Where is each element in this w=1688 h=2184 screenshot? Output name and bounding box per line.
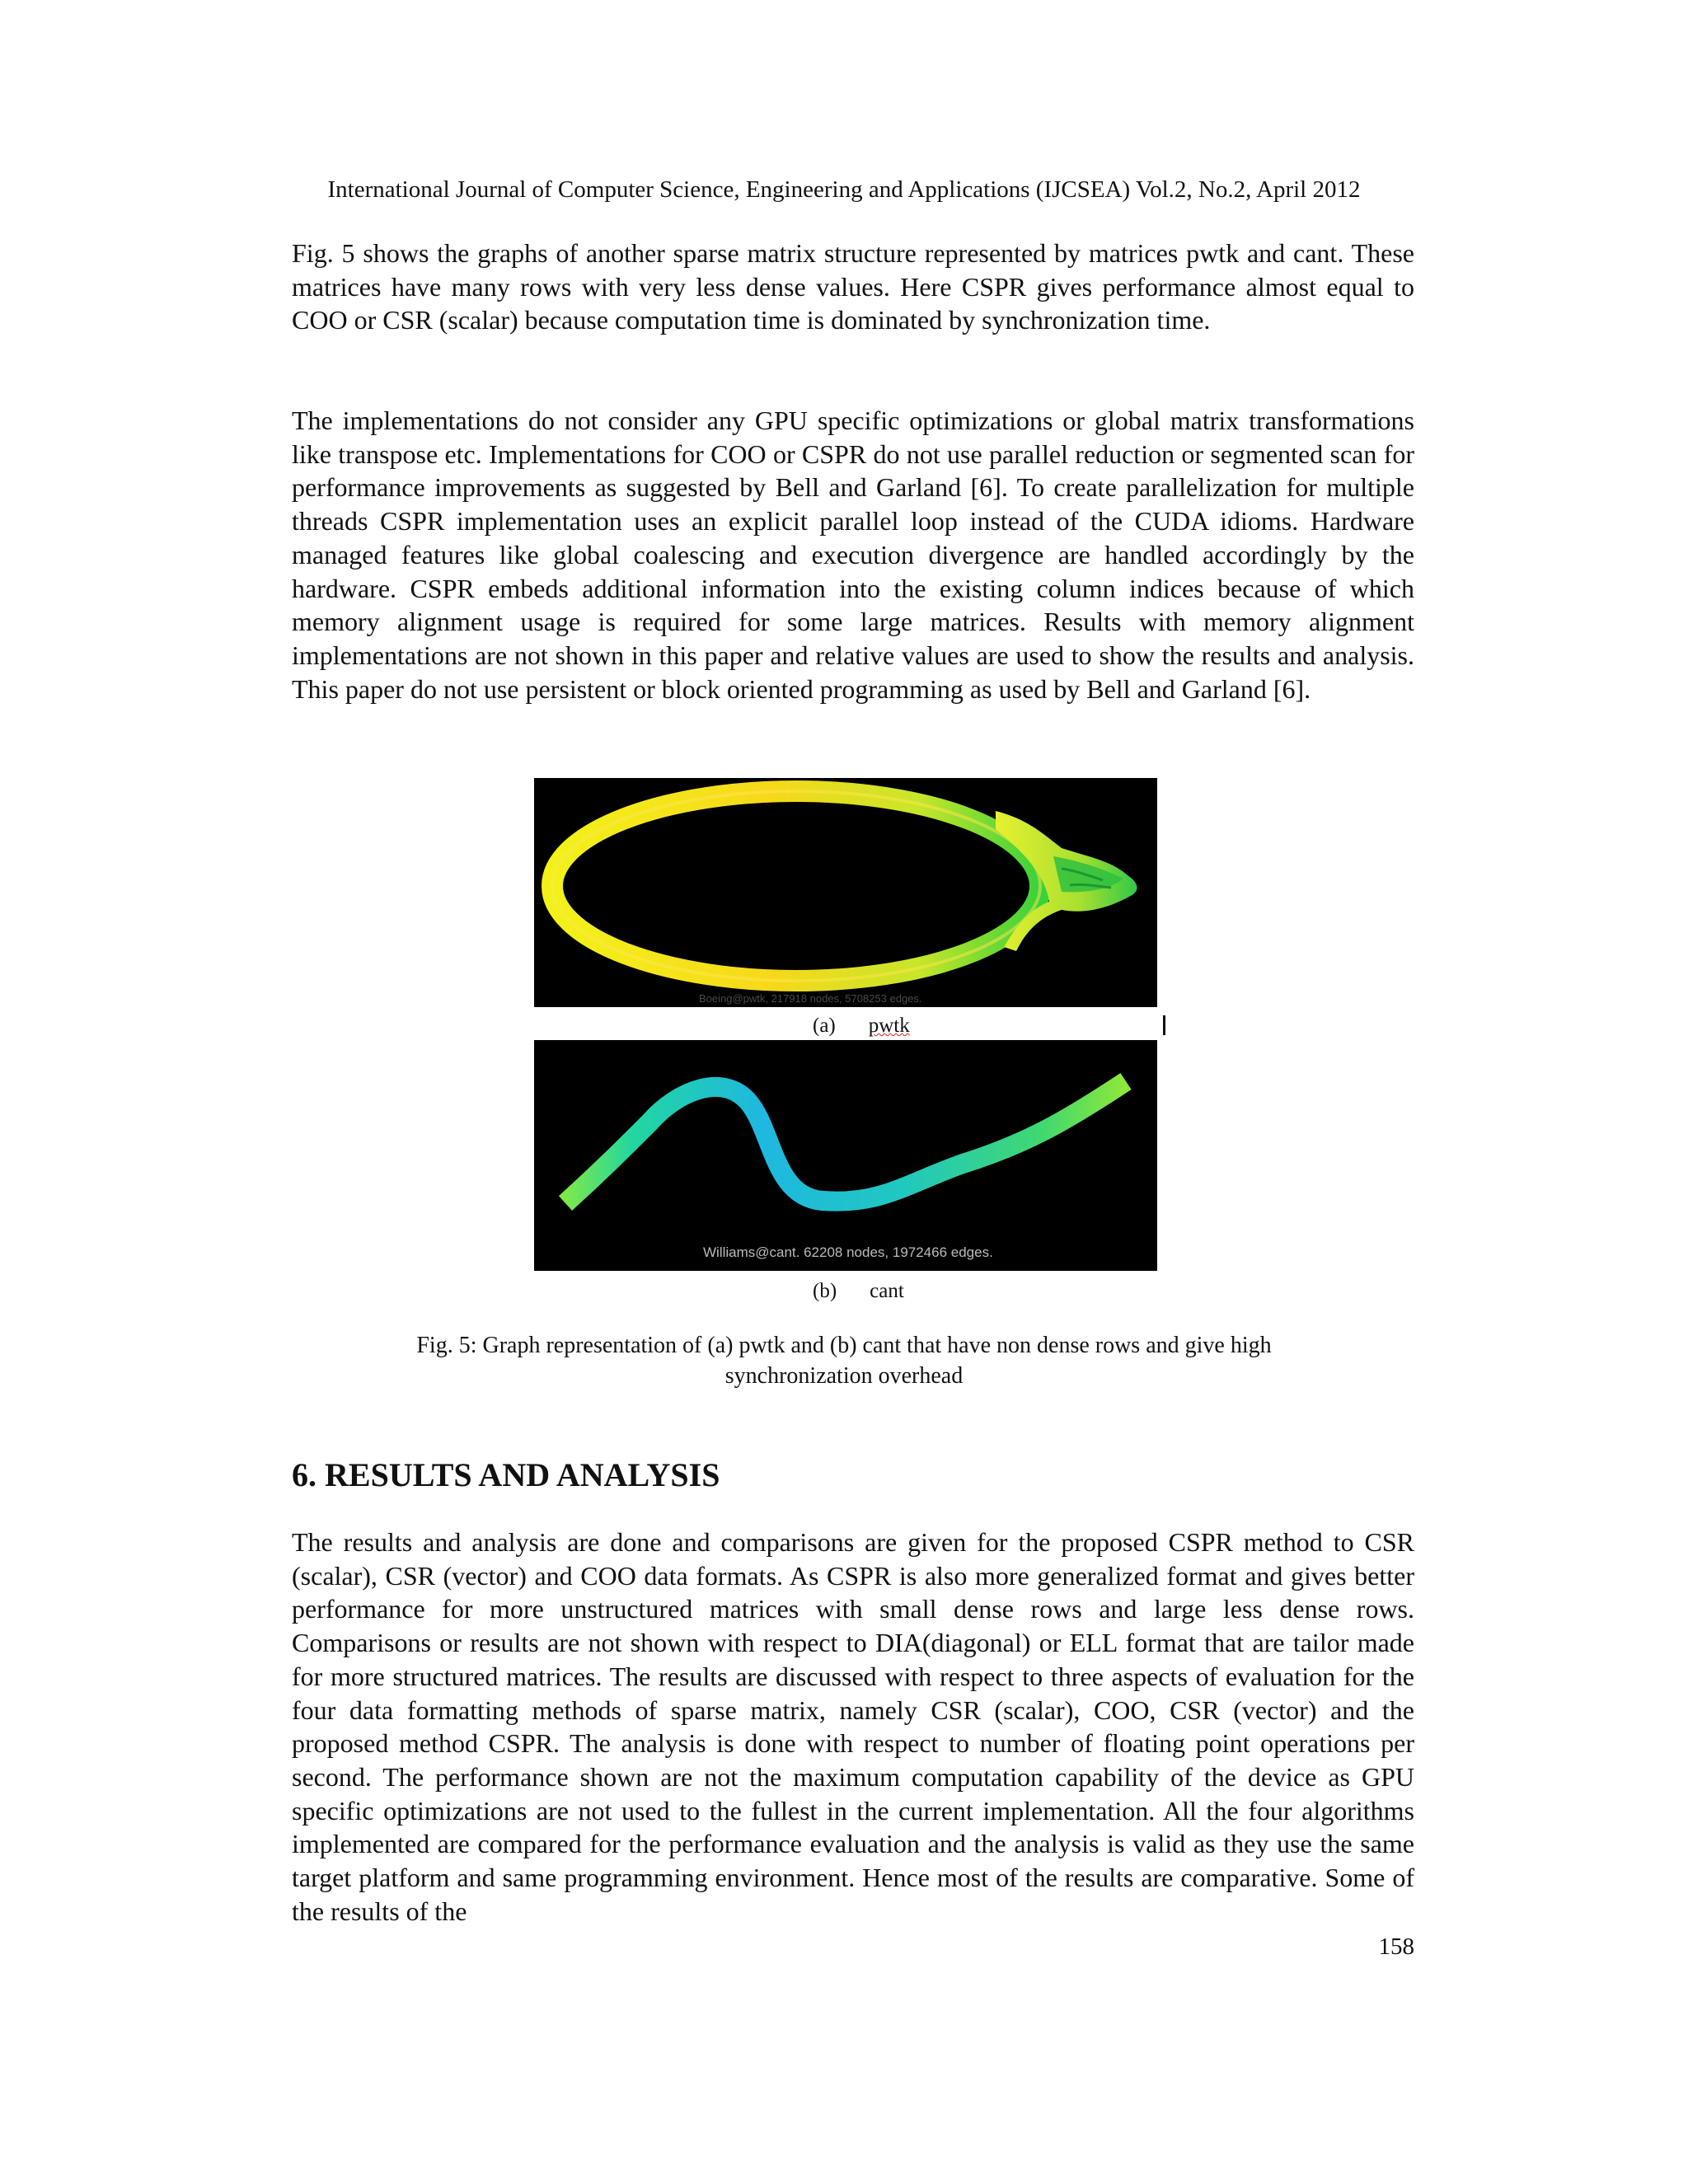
page-number: 158 bbox=[1378, 1933, 1414, 1960]
subcaption-a-name: pwtk bbox=[868, 1015, 910, 1037]
paragraph: Fig. 5 shows the graphs of another sparse matrix structure represented by matrices pwtk and cant. These matrices have many rows with very less dense values. Here CSPR gives performance almost equal to COO or CSR (scalar) because computation time is dominated by synchronization time. bbox=[292, 238, 1414, 335]
figure-caption-line: Fig. 5: Graph representation of (a) pwtk and (b) cant that have non dense rows and give high bbox=[416, 1333, 1272, 1358]
figure-caption bbox=[0, 1330, 1688, 1391]
figure-pwtk-graph bbox=[534, 778, 1157, 1007]
figure-caption-line: synchronization overhead bbox=[724, 1363, 964, 1389]
running-header: International Journal of Computer Science, Engineering and Applications (IJCSEA) Vol.2, No.2, April 2012 bbox=[327, 176, 1361, 203]
text-cursor-mark bbox=[1163, 1015, 1165, 1035]
figure-cant-graph bbox=[534, 1040, 1157, 1271]
cant-graph-image bbox=[534, 1040, 1157, 1271]
section-heading: 6. RESULTS AND ANALYSIS bbox=[292, 1456, 720, 1493]
subcaption-a-letter: (a) bbox=[813, 1015, 836, 1037]
subcaption-b-letter: (b) bbox=[813, 1280, 837, 1302]
pwtk-graph-label: Boeing@pwtk, 217918 nodes, 5708253 edges. bbox=[699, 992, 922, 1005]
paragraph: The results and analysis are done and comparisons are given for the proposed CSPR method to CSR (scalar), CSR (vector) and COO data formats. As CSPR is also more generalized format and gives better performance for more unstructured matrices with small dense rows and large less dense rows. Comparisons or results are not shown with respect to DIA(diagonal) or ELL format that are tailor made for more structured matrices. The results are discussed with respect to three aspects of evaluation for the four data formatting methods of sparse matrix, namely CSR (scalar), COO, CSR (vector) and the proposed method CSPR. The analysis is done with respect to number of floating point operations per second. The performance shown are not the maximum computation capability of the device as GPU specific optimizations are not used to the fullest in the current implementation. All the four algorithms implemented are compared for the performance evaluation and the analysis is valid as they use the same target platform and same programming environment. Hence most of the results are comparative. Some of the results of the bbox=[292, 1527, 1414, 1926]
pwtk-graph-image bbox=[534, 778, 1157, 1007]
paragraph: The implementations do not consider any GPU specific optimizations or global matrix transformations like transpose etc. Implementations for COO or CSPR do not use parallel reduction or segmented scan for performance improvements as suggested by Bell and Garland [6]. To create parallelization for multiple threads CSPR implementation uses an explicit parallel loop instead of the CUDA idioms. Hardware managed features like global coalescing and execution divergence are handled accordingly by the hardware. CSPR embeds additional information into the existing column indices because of which memory alignment usage is required for some large matrices. Results with memory alignment implementations are not shown in this paper and relative values are used to show the results and analysis. This paper do not use persistent or block oriented programming as used by Bell and Garland [6]. bbox=[292, 405, 1414, 704]
subcaption-b-name: cant bbox=[870, 1280, 904, 1302]
cant-graph-label: Williams@cant. 62208 nodes, 1972466 edges. bbox=[703, 1244, 993, 1260]
subcaption-a bbox=[813, 1014, 910, 1038]
subcaption-b bbox=[813, 1279, 904, 1304]
